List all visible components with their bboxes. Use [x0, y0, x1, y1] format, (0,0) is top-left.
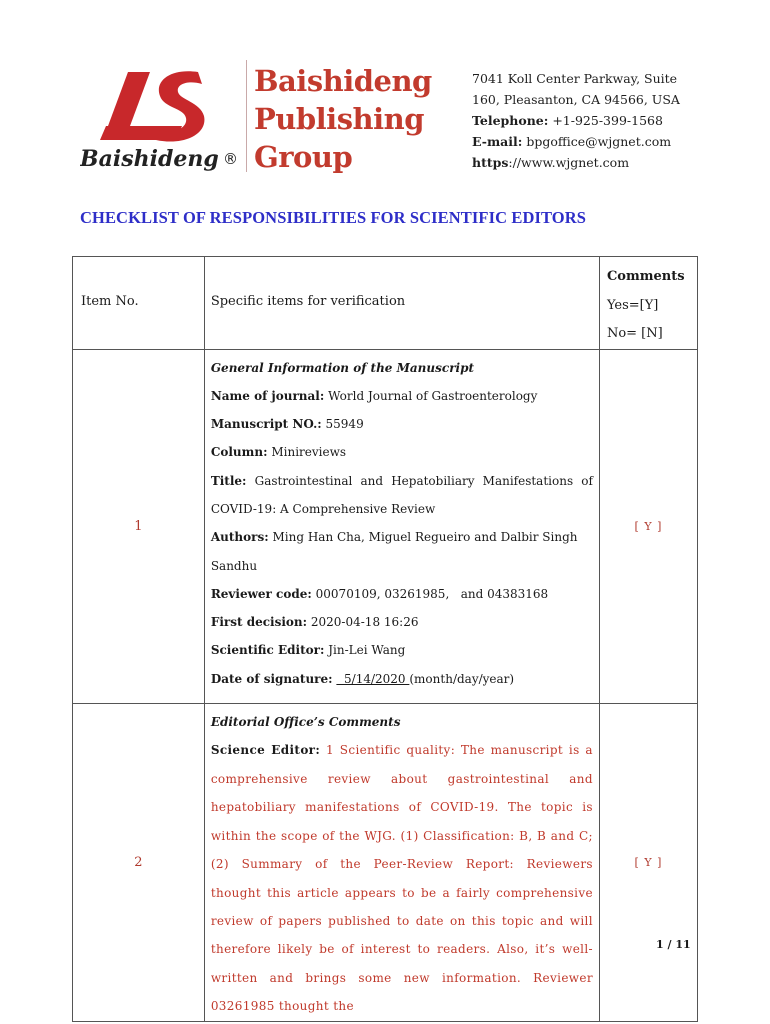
journal-line: Name of journal: World Journal of Gastroenterology: [210, 388, 538, 403]
signature-line: Date of signature: 5/14/2020 (month/day/year): [210, 671, 515, 686]
svg-text:®: ®: [223, 150, 238, 168]
header-yes-key: Yes=[Y]: [606, 297, 659, 313]
title-value-line1: Gastrointestinal and Hepatobiliary Manifestations of: [254, 473, 593, 488]
website-link[interactable]: ://www.wjgnet.com: [508, 155, 630, 170]
answer-2: [ Y ]: [599, 704, 697, 1021]
checklist-table: [72, 256, 698, 1022]
page-number: 1 / 11: [656, 938, 691, 951]
header-comments: [599, 257, 697, 350]
section-heading-editorial: Editorial Office’s Comments: [210, 715, 401, 730]
brand-divider: [246, 60, 247, 172]
reviewer-line: Reviewer code: 00070109, 03261985, and 04383168: [210, 586, 549, 601]
address-line-2: 160, Pleasanton, CA 94566, USA: [472, 92, 680, 107]
table-header-row: [73, 257, 698, 350]
header-item-no: Item No.: [73, 257, 205, 350]
title-line-2: COVID-19: A Comprehensive Review: [210, 501, 436, 516]
reviewer-value: 00070109, 03261985, and 04383168: [315, 586, 549, 601]
header-no-key: No= [N]: [606, 326, 663, 341]
publisher-name: [254, 62, 432, 176]
section-heading-general: General Information of the Manuscript: [210, 360, 475, 375]
email-link[interactable]: bpgoffice@wjgnet.com: [526, 134, 672, 149]
publisher-logo-icon: [80, 58, 250, 176]
address-line-1: 7041 Koll Center Parkway, Suite: [472, 71, 678, 86]
document-title: CHECKLIST OF RESPONSIBILITIES FOR SCIENTIFIC EDITORS: [80, 208, 587, 227]
manuscript-value: 55949: [325, 417, 364, 432]
signature-date: 5/14/2020: [336, 671, 410, 686]
authors-line: Authors: Ming Han Cha, Miguel Regueiro and Dalbir Singh Sandhu: [210, 530, 578, 573]
publisher-logo: [80, 58, 250, 176]
website-line: https://www.wjgnet.com: [472, 155, 630, 170]
header-comments-label: Comments: [606, 269, 685, 284]
publisher-name-line1: Baishideng: [254, 64, 432, 98]
journal-value: World Journal of Gastroenterology: [328, 388, 538, 403]
title-line: Title: Gastrointestinal and Hepatobiliary Manifestations of: [210, 473, 593, 488]
column-value: Minireviews: [271, 445, 347, 460]
decision-value: 2020-04-18 16:26: [310, 615, 419, 630]
table-row: [73, 704, 698, 1021]
authors-value: Ming Han Cha, Miguel Regueiro and Dalbir Singh Sandhu: [210, 530, 578, 573]
header-specific-items: Specific items for verification: [204, 257, 599, 350]
editor-line: Scientific Editor: Jin-Lei Wang: [210, 643, 406, 658]
editorial-comments-cell: [204, 704, 599, 1021]
science-editor-text: 1 Scientific quality: The manuscript is a comprehensive review about gastrointestinal and hepatobiliary manifestations of COVID-19. The topic is within the scope of the WJG. (1) Classification: B, B and C; (2) Summary of the Peer-Review Report: Reviewers thought this article appears to be a fairly comprehensive review of papers published to date on this topic and will therefore likely be of interest to readers. Also, it’s well-written and brings some new information. Reviewer 03261985 thought the: [210, 743, 593, 1014]
science-editor-comment: Science Editor: 1 Scientific quality: The manuscript is a comprehensive review about gastrointestinal and hepatobiliary manifestations of COVID-19. The topic is within the scope of the WJG. (1) Classification: B, B and C; (2) Summary of the Peer-Review Report: Reviewers thought this article appears to be a fairly comprehensive review of papers published to date on this topic and will therefore likely be of interest to readers. Also, it’s well-written and brings some new information. Reviewer 03261985 thought the: [210, 743, 593, 1014]
manuscript-line: Manuscript NO.: 55949: [210, 417, 364, 432]
decision-line: First decision: 2020-04-18 16:26: [210, 615, 419, 630]
editor-value: Jin-Lei Wang: [328, 643, 406, 658]
telephone-line: Telephone: +1-925-399-1568: [472, 113, 663, 128]
telephone-value: +1-925-399-1568: [552, 113, 663, 128]
publisher-name-line3: Group: [254, 140, 353, 174]
item-number-1: 1: [73, 349, 205, 704]
answer-1: [ Y ]: [599, 349, 697, 704]
signature-format: (month/day/year): [409, 671, 515, 686]
item-number-2: 2: [73, 704, 205, 1021]
contact-block: [472, 68, 680, 173]
general-info-cell: [204, 349, 599, 704]
table-row: [73, 349, 698, 704]
publisher-name-line2: Publishing: [254, 102, 424, 136]
logo-wordmark: Baishideng: [80, 146, 219, 172]
email-line: E-mail: bpgoffice@wjgnet.com: [472, 134, 672, 149]
column-line: Column: Minireviews: [210, 445, 347, 460]
